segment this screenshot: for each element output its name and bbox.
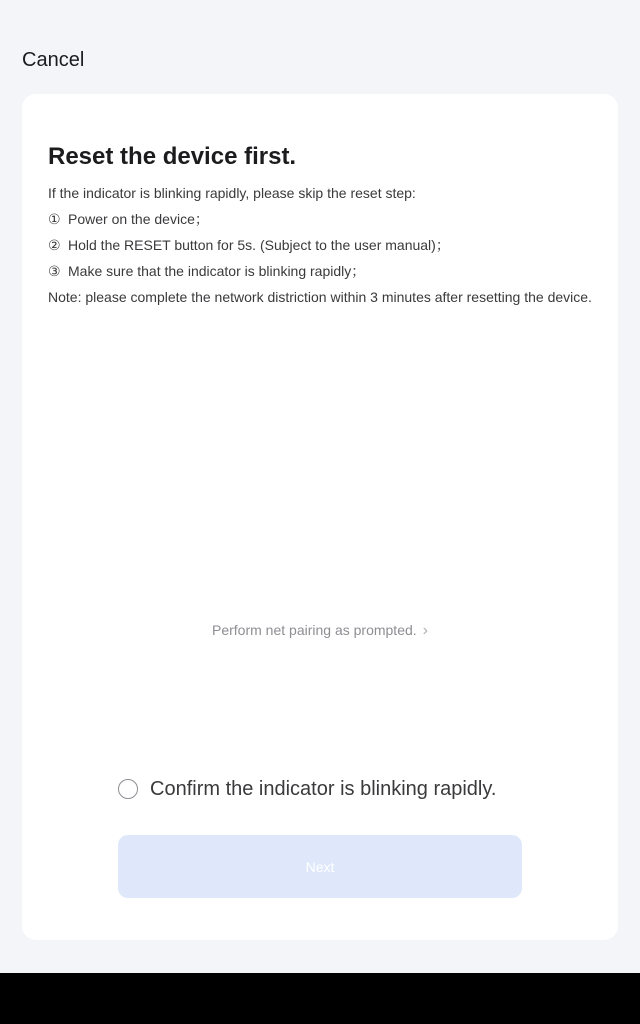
intro-text: If the indicator is blinking rapidly, please skip the reset step: xyxy=(48,185,416,201)
system-navigation-bar xyxy=(0,973,640,1024)
confirm-indicator-checkbox[interactable] xyxy=(118,776,496,802)
chevron-right-icon: › xyxy=(422,622,428,639)
step-text: Make sure that the indicator is blinking rapidly； xyxy=(68,263,366,279)
page-title: Reset the device first. xyxy=(48,143,297,170)
instructions-text xyxy=(48,182,596,308)
reset-instructions-card xyxy=(22,94,618,940)
confirm-indicator-label[interactable]: Confirm the indicator is blinking rapidly. xyxy=(150,778,497,800)
step-number: ① xyxy=(48,211,61,227)
step-number: ② xyxy=(48,237,61,253)
note-text: Note: please complete the network distriction within 3 minutes after resetting the device. xyxy=(48,289,592,305)
step-1 xyxy=(48,208,596,230)
step-number: ③ xyxy=(48,263,61,279)
radio-unchecked-icon[interactable] xyxy=(118,779,138,799)
step-2 xyxy=(48,234,596,256)
step-text: Hold the RESET button for 5s. (Subject to the user manual)； xyxy=(68,237,450,253)
next-button[interactable]: Next xyxy=(118,835,522,898)
step-3 xyxy=(48,260,596,282)
step-text: Power on the device； xyxy=(68,211,209,227)
net-pairing-link[interactable] xyxy=(22,620,618,641)
cancel-button[interactable]: Cancel xyxy=(22,49,85,71)
net-pairing-link-label: Perform net pairing as prompted. xyxy=(212,622,417,638)
